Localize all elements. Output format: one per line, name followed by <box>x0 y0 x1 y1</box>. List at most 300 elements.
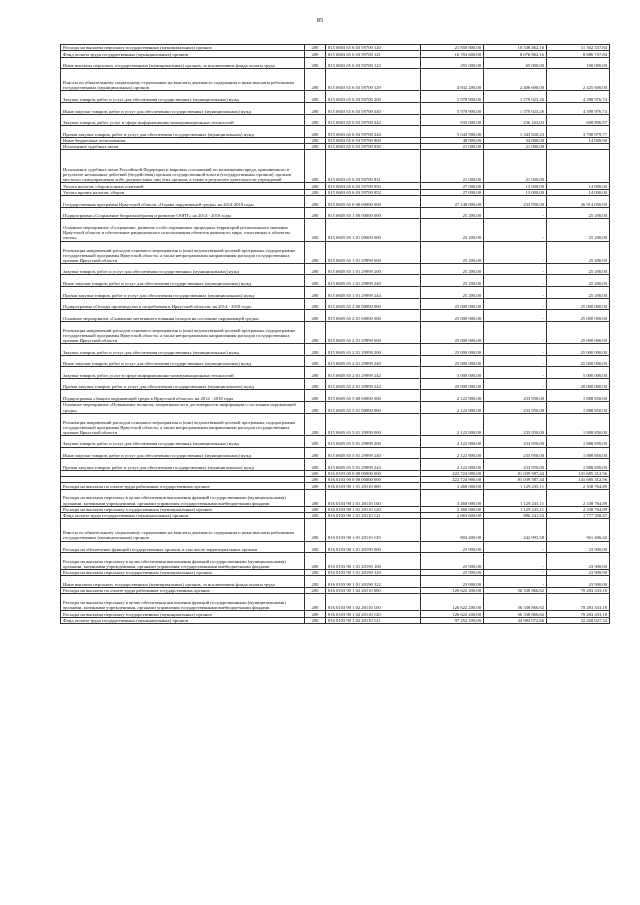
row-unexecuted-amount: 25 200,00 <box>547 241 610 263</box>
row-budget-classification-code: 816 0103 90 1 02 20110 121 <box>326 617 421 623</box>
row-line-code: 200 <box>305 541 326 553</box>
row-unexecuted-amount: 14 000,00 <box>547 183 610 189</box>
row-description: Расходы на выплаты персоналу государственных (муниципальных) органов <box>61 570 305 576</box>
row-approved-amount: 5 043 900,00 <box>421 126 484 138</box>
row-unexecuted-amount: 141 685 312,56 <box>547 470 610 476</box>
row-executed-amount: 233 950,00 <box>484 447 547 459</box>
row-executed-amount: - <box>484 553 547 570</box>
row-line-code: 200 <box>305 114 326 126</box>
table-row <box>61 611 610 617</box>
row-executed-amount: 233 950,00 <box>484 459 547 471</box>
table-row <box>61 219 610 241</box>
row-line-code: 200 <box>305 477 326 483</box>
row-description: Фонд оплаты труда государственных (муниципальных) органов <box>61 617 305 623</box>
table-row <box>61 483 610 489</box>
row-unexecuted-amount: - <box>547 150 610 183</box>
row-approved-amount: 25 200,00 <box>421 219 484 241</box>
row-executed-amount: - <box>484 219 547 241</box>
row-unexecuted-amount: 2 425 600,00 <box>547 69 610 91</box>
row-approved-amount: 23 900,00 <box>421 541 484 553</box>
row-budget-classification-code: 815 0605 65 1 01 29999 244 <box>326 287 421 299</box>
row-description: Уплата налогов, сборов и иных платежей <box>61 183 305 189</box>
row-executed-amount: 56 338 866,82 <box>484 594 547 611</box>
row-description: Расходы на выплаты по оплате труда работников государственных органов <box>61 483 305 489</box>
row-line-code: 200 <box>305 459 326 471</box>
row-line-code: 200 <box>305 489 326 506</box>
row-executed-amount: 233 950,00 <box>484 435 547 447</box>
row-line-code: 200 <box>305 413 326 435</box>
row-line-code: 200 <box>305 355 326 367</box>
table-row <box>61 51 610 57</box>
row-executed-amount: - <box>484 298 547 310</box>
table-row <box>61 390 610 402</box>
row-budget-classification-code: 815 0605 65 1 01 29999 000 <box>326 241 421 263</box>
row-approved-amount: 3 468 000,00 <box>421 489 484 506</box>
table-row <box>61 576 610 588</box>
row-unexecuted-amount: 20 000 000,00 <box>547 378 610 390</box>
table-row <box>61 196 610 208</box>
row-executed-amount: 81 039 587,44 <box>484 470 547 476</box>
row-unexecuted-amount: 1 888 850,00 <box>547 435 610 447</box>
row-budget-classification-code: 815 0603 65 6 03 59700 122 <box>326 57 421 69</box>
row-executed-amount: 44 984 072,66 <box>484 617 547 623</box>
row-line-code: 200 <box>305 378 326 390</box>
row-line-code: 200 <box>305 207 326 219</box>
row-approved-amount: 27 000,00 <box>421 189 484 195</box>
row-budget-classification-code: 815 0605 65 2 01 29999 244 <box>326 378 421 390</box>
row-description: Расходы на выплаты персоналу в целях обеспечения выполнения функций государственными (муниципальными) органами, казенными учреждениями, органами управления государственными внебюджетными фондами <box>61 594 305 611</box>
row-budget-classification-code: 815 0603 65 6 03 59700 831 <box>326 150 421 183</box>
table-row <box>61 541 610 553</box>
row-approved-amount: 25 000 000,00 <box>421 310 484 322</box>
row-unexecuted-amount: 25 000 000,00 <box>547 355 610 367</box>
row-unexecuted-amount: 25 000 000,00 <box>547 298 610 310</box>
row-executed-amount: 10 548 462,16 <box>484 45 547 51</box>
row-unexecuted-amount: 190 000,00 <box>547 57 610 69</box>
row-executed-amount: 21 000,00 <box>484 150 547 183</box>
row-line-code: 200 <box>305 51 326 57</box>
row-description: Иные выплаты персоналу государственных (муниципальных) органов, за исключением фонда оплаты труда <box>61 57 305 69</box>
table-row <box>61 459 610 471</box>
row-unexecuted-amount: 2 338 764,89 <box>547 489 610 506</box>
table-row <box>61 512 610 518</box>
row-executed-amount: - <box>484 378 547 390</box>
row-approved-amount: 2 122 800,00 <box>421 390 484 402</box>
row-approved-amount: 97 252 100,00 <box>421 617 484 623</box>
row-unexecuted-amount: 25 200,00 <box>547 263 610 275</box>
table-row <box>61 310 610 322</box>
row-line-code: 200 <box>305 506 326 512</box>
row-approved-amount: 25 000 000,00 <box>421 355 484 367</box>
row-description: Реализация направлений расходов основного мероприятия и (или) ведомственной целевой программы, подпрограммы государственной программы Иркутской области, а также непрограммным направлениям расходов государственных органов Иркутской области <box>61 321 305 343</box>
row-approved-amount: 25 200,00 <box>421 241 484 263</box>
row-line-code: 200 <box>305 189 326 195</box>
row-executed-amount: 8 076 862,16 <box>484 51 547 57</box>
row-description: Фонд оплаты труда государственных (муниципальных) органов <box>61 512 305 518</box>
row-description: Исполнение судебных актов <box>61 144 305 150</box>
row-unexecuted-amount: 141 685 312,56 <box>547 477 610 483</box>
row-description: Взносы по обязательному социальному страхованию на выплаты денежного содержания и иные выплаты работникам государственных (муниципальных) органов <box>61 519 305 541</box>
row-approved-amount: 126 622 200,00 <box>421 588 484 594</box>
row-description: Подпрограмма «Отходы производства и потребления в Иркутской области» на 2014 - 2018 годы <box>61 298 305 310</box>
row-description: Закупка товаров, работ и услуг для обеспечения государственных (муниципальных) нужд <box>61 344 305 356</box>
row-description: Расходы на выплаты персоналу государственных (муниципальных) органов <box>61 611 305 617</box>
row-description: Закупка товаров, работ и услуг для обеспечения государственных (муниципальных) нужд <box>61 91 305 103</box>
table-row <box>61 241 610 263</box>
row-line-code: 200 <box>305 144 326 150</box>
row-unexecuted-amount: 1 888 850,00 <box>547 459 610 471</box>
row-description: Подпрограмма «Защита окружающей среды в Иркутской области» на 2014 - 2018 годы <box>61 390 305 402</box>
row-executed-amount: - <box>484 207 547 219</box>
row-unexecuted-amount: 8 686 737,84 <box>547 51 610 57</box>
row-budget-classification-code: 815 0605 65 2 00 00000 000 <box>326 298 421 310</box>
table-row <box>61 588 610 594</box>
row-budget-classification-code: 815 0603 65 6 03 59700 120 <box>326 45 421 51</box>
row-unexecuted-amount: 25 000 000,00 <box>547 321 610 343</box>
row-line-code: 200 <box>305 576 326 588</box>
row-line-code: 200 <box>305 57 326 69</box>
row-approved-amount: 21 850 800,00 <box>421 45 484 51</box>
row-unexecuted-amount: 25 200,00 <box>547 219 610 241</box>
row-description: Прочая закупка товаров, работ и услуг для обеспечения государственных (муниципальных) нужд <box>61 459 305 471</box>
row-executed-amount: 886 241,53 <box>484 512 547 518</box>
row-unexecuted-amount: 23 900,00 <box>547 553 610 570</box>
row-budget-classification-code: 815 0605 65 2 01 29999 240 <box>326 355 421 367</box>
row-line-code: 200 <box>305 435 326 447</box>
row-approved-amount: 25 000 000,00 <box>421 344 484 356</box>
row-approved-amount: 2 122 800,00 <box>421 402 484 414</box>
row-executed-amount: - <box>484 310 547 322</box>
row-approved-amount: 5 000 000,00 <box>421 367 484 379</box>
row-line-code: 200 <box>305 219 326 241</box>
table-row <box>61 344 610 356</box>
row-budget-classification-code: 815 0605 65 5 01 29999 200 <box>326 435 421 447</box>
row-executed-amount: 236 103,03 <box>484 114 547 126</box>
row-budget-classification-code: 815 0603 65 6 03 59700 852 <box>326 189 421 195</box>
row-executed-amount: - <box>484 367 547 379</box>
row-approved-amount: 16 763 600,00 <box>421 51 484 57</box>
table-row <box>61 91 610 103</box>
row-line-code: 200 <box>305 570 326 576</box>
row-unexecuted-amount: 52 268 027,34 <box>547 617 610 623</box>
row-line-code: 200 <box>305 588 326 594</box>
row-executed-amount: 81 039 587,44 <box>484 477 547 483</box>
row-executed-amount: - <box>484 321 547 343</box>
row-line-code: 200 <box>305 470 326 476</box>
row-approved-amount: 4 832 200,00 <box>421 69 484 91</box>
table-row <box>61 207 610 219</box>
row-unexecuted-amount: 25 000 000,00 <box>547 344 610 356</box>
row-budget-classification-code: 815 0605 65 5 00 00000 000 <box>326 390 421 402</box>
row-unexecuted-amount: 698 896,97 <box>547 114 610 126</box>
row-description: Основное мероприятие «Повышение полноты, оперативности и достоверности информации о состоянии окружающей среды» <box>61 402 305 414</box>
row-budget-classification-code: 815 0605 65 2 01 29999 000 <box>326 321 421 343</box>
row-approved-amount: 222 724 900,00 <box>421 470 484 476</box>
row-line-code: 200 <box>305 447 326 459</box>
row-line-code: 200 <box>305 594 326 611</box>
row-line-code: 200 <box>305 287 326 299</box>
row-budget-classification-code: 815 0603 65 6 03 59700 850 <box>326 183 421 189</box>
table-row <box>61 617 610 623</box>
row-line-code: 200 <box>305 126 326 138</box>
row-budget-classification-code: 816 0103 90 1 01 20110 121 <box>326 512 421 518</box>
row-line-code: 200 <box>305 512 326 518</box>
row-budget-classification-code: 815 0603 65 6 03 59700 240 <box>326 103 421 115</box>
row-description: Расходы на выплаты персоналу в целях обеспечения выполнения функций государственными (муниципальными) органами, казенными учреждениями, органами управления государственными внебюджетными фондами <box>61 489 305 506</box>
row-line-code: 200 <box>305 483 326 489</box>
row-budget-classification-code: 815 0605 65 5 01 29999 240 <box>326 447 421 459</box>
row-budget-classification-code: 815 0605 65 2 01 00000 000 <box>326 310 421 322</box>
row-budget-classification-code: 816 0103 90 1 01 20110 000 <box>326 483 421 489</box>
row-executed-amount: - <box>484 287 547 299</box>
table-row <box>61 298 610 310</box>
row-approved-amount: 20 000 000,00 <box>421 378 484 390</box>
page-number: 85 <box>316 17 324 24</box>
budget-table-body <box>61 45 610 624</box>
row-budget-classification-code: 815 0603 65 6 03 59700 200 <box>326 91 421 103</box>
row-budget-classification-code: 815 0605 65 5 01 00000 000 <box>326 402 421 414</box>
row-description: Уплата прочих налогов, сборов <box>61 189 305 195</box>
table-row <box>61 150 610 183</box>
row-description: Иные закупки товаров, работ и услуг для обеспечения государственных (муниципальных) нужд <box>61 103 305 115</box>
budget-execution-table <box>60 44 610 624</box>
row-approved-amount: 23 900,00 <box>421 576 484 588</box>
row-budget-classification-code: 815 0603 65 6 03 59700 830 <box>326 144 421 150</box>
row-budget-classification-code: 815 0605 65 0 00 00000 000 <box>326 196 421 208</box>
row-approved-amount: 27 148 000,00 <box>421 196 484 208</box>
row-executed-amount: 1 129 235,11 <box>484 489 547 506</box>
row-unexecuted-amount: 23 900,00 <box>547 576 610 588</box>
row-budget-classification-code: 816 0103 90 1 02 20110 000 <box>326 588 421 594</box>
row-executed-amount: 233 950,00 <box>484 390 547 402</box>
row-budget-classification-code: 816 0103 90 1 01 20110 120 <box>326 506 421 512</box>
row-executed-amount: - <box>484 355 547 367</box>
row-line-code: 200 <box>305 344 326 356</box>
row-executed-amount: 56 338 866,82 <box>484 588 547 594</box>
row-line-code: 200 <box>305 150 326 183</box>
row-unexecuted-amount: 1 888 850,00 <box>547 390 610 402</box>
row-budget-classification-code: 816 0103 90 1 01 20110 100 <box>326 489 421 506</box>
row-description: Закупка товаров, работ и услуг для обеспечения государственных (муниципальных) нужд <box>61 435 305 447</box>
row-approved-amount: 25 000 000,00 <box>421 298 484 310</box>
row-approved-amount: 25 200,00 <box>421 287 484 299</box>
row-description: Подпрограмма «Сохранение биоразнообразия и развитие ООПТ» на 2014 - 2018 годы <box>61 207 305 219</box>
row-unexecuted-amount: 14 000,00 <box>547 189 610 195</box>
row-approved-amount: 48 000,00 <box>421 137 484 143</box>
table-row <box>61 402 610 414</box>
row-approved-amount: 935 000,00 <box>421 114 484 126</box>
row-budget-classification-code: 815 0603 65 6 03 59700 129 <box>326 69 421 91</box>
row-unexecuted-amount: - <box>547 144 610 150</box>
row-approved-amount: 25 000 000,00 <box>421 321 484 343</box>
table-row <box>61 183 610 189</box>
row-line-code: 200 <box>305 275 326 287</box>
row-budget-classification-code: 815 0603 65 6 03 59700 800 <box>326 137 421 143</box>
row-unexecuted-amount: 2 338 764,89 <box>547 483 610 489</box>
row-executed-amount: - <box>484 570 547 576</box>
row-executed-amount: 1 129 235,11 <box>484 483 547 489</box>
table-row <box>61 435 610 447</box>
row-approved-amount: 27 000,00 <box>421 183 484 189</box>
row-description: Расходы на выплаты персоналу в целях обеспечения выполнения функций государственными (муниципальными) органами, казенными учреждениями, органами управления государственными внебюджетными фондами <box>61 553 305 570</box>
row-budget-classification-code: 816 0103 90 1 01 20190 120 <box>326 570 421 576</box>
row-description: Государственная программа Иркутской области «Охрана окружающей среды» на 2014-2018 годы <box>61 196 305 208</box>
row-unexecuted-amount: 3 700 079,77 <box>547 126 610 138</box>
row-executed-amount: 233 950,00 <box>484 196 547 208</box>
table-row <box>61 447 610 459</box>
table-row <box>61 275 610 287</box>
row-unexecuted-amount: 25 000 000,00 <box>547 310 610 322</box>
row-unexecuted-amount: 1 888 850,00 <box>547 413 610 435</box>
row-line-code: 200 <box>305 103 326 115</box>
row-line-code: 200 <box>305 321 326 343</box>
row-unexecuted-amount: 26 914 050,00 <box>547 196 610 208</box>
row-approved-amount: 25 200,00 <box>421 207 484 219</box>
row-approved-amount: 804 400,00 <box>421 519 484 541</box>
row-unexecuted-amount: 1 888 850,00 <box>547 447 610 459</box>
row-executed-amount: - <box>484 541 547 553</box>
row-budget-classification-code: 815 0603 65 6 03 59700 244 <box>326 126 421 138</box>
row-budget-classification-code: 815 0605 65 1 01 29999 240 <box>326 275 421 287</box>
row-unexecuted-amount: 561 406,42 <box>547 519 610 541</box>
row-executed-amount: 2 406 600,00 <box>484 69 547 91</box>
row-budget-classification-code: 816 0103 90 1 01 20190 100 <box>326 553 421 570</box>
row-approved-amount: 2 663 600,00 <box>421 512 484 518</box>
table-row <box>61 378 610 390</box>
row-approved-amount: 21 000,00 <box>421 144 484 150</box>
row-executed-amount: - <box>484 263 547 275</box>
row-executed-amount: 242 993,58 <box>484 519 547 541</box>
row-approved-amount: 5 978 900,00 <box>421 103 484 115</box>
table-row <box>61 489 610 506</box>
row-line-code: 200 <box>305 137 326 143</box>
row-description: Иные выплаты персоналу государственных (муниципальных) органов, за исключением фонда оплаты труда <box>61 576 305 588</box>
row-approved-amount: 255 000,00 <box>421 57 484 69</box>
row-unexecuted-amount: 5 000 000,00 <box>547 367 610 379</box>
row-approved-amount: 25 200,00 <box>421 275 484 287</box>
table-row <box>61 367 610 379</box>
table-row <box>61 413 610 435</box>
row-description: Закупка товаров, работ, услуг в сфере информационно-коммуникационных технологий <box>61 114 305 126</box>
row-line-code: 200 <box>305 390 326 402</box>
row-line-code: 200 <box>305 553 326 570</box>
row-budget-classification-code: 816 0103 90 1 02 20110 120 <box>326 611 421 617</box>
row-line-code: 200 <box>305 91 326 103</box>
row-executed-amount: 1 579 923,26 <box>484 103 547 115</box>
row-description: Иные закупки товаров, работ и услуг для обеспечения государственных (муниципальных) нужд <box>61 275 305 287</box>
row-executed-amount: 1 579 923,26 <box>484 91 547 103</box>
row-line-code: 200 <box>305 519 326 541</box>
row-budget-classification-code: 815 0605 65 5 01 29999 244 <box>326 459 421 471</box>
row-approved-amount: 222 724 900,00 <box>421 477 484 483</box>
row-budget-classification-code: 816 0103 90 1 02 20110 100 <box>326 594 421 611</box>
table-row <box>61 69 610 91</box>
row-executed-amount: 1 343 820,23 <box>484 126 547 138</box>
row-executed-amount: 233 950,00 <box>484 413 547 435</box>
row-executed-amount: 13 000,00 <box>484 183 547 189</box>
row-approved-amount: 3 468 000,00 <box>421 506 484 512</box>
row-executed-amount: 56 338 866,82 <box>484 611 547 617</box>
row-description: Фонд оплаты труда государственных (муниципальных) органов <box>61 51 305 57</box>
row-description: Иные бюджетные ассигнования <box>61 137 305 143</box>
row-approved-amount: 3 468 000,00 <box>421 483 484 489</box>
row-approved-amount: 23 900,00 <box>421 553 484 570</box>
row-unexecuted-amount: 4 398 976,74 <box>547 103 610 115</box>
row-budget-classification-code: 816 0103 90 1 01 20190 000 <box>326 541 421 553</box>
row-line-code: 200 <box>305 183 326 189</box>
row-description: Основное мероприятие «Сохранение, развитие особо охраняемых природных территорий регионального значения Иркутской области и обеспечение рационального использования объектов животного мира, отнесенных к объектам охоты» <box>61 219 305 241</box>
row-unexecuted-amount: 25 200,00 <box>547 207 610 219</box>
row-unexecuted-amount: 70 283 333,18 <box>547 594 610 611</box>
table-row <box>61 594 610 611</box>
row-budget-classification-code: 815 0603 65 6 03 59700 242 <box>326 114 421 126</box>
table-row <box>61 321 610 343</box>
row-description: Закупка товаров, работ и услуг для обеспечения государственных (муниципальных) нужд <box>61 263 305 275</box>
table-row <box>61 553 610 570</box>
table-row <box>61 126 610 138</box>
table-row <box>61 45 610 51</box>
row-line-code: 200 <box>305 611 326 617</box>
row-line-code: 200 <box>305 617 326 623</box>
row-executed-amount: 34 000,00 <box>484 137 547 143</box>
row-line-code: 200 <box>305 45 326 51</box>
row-executed-amount: 21 000,00 <box>484 144 547 150</box>
row-description: Основное мероприятие «Снижение негативного влияния отходов на состояние окружающей среды» <box>61 310 305 322</box>
row-approved-amount: 126 622 200,00 <box>421 611 484 617</box>
row-description: Реализация направлений расходов основного мероприятия и (или) ведомственной целевой программы, подпрограммы государственной программы Иркутской области, а также непрограммным направлениям расходов государственных органов Иркутской области <box>61 241 305 263</box>
row-budget-classification-code: 816 0103 00 0 00 00000 000 <box>326 470 421 476</box>
row-unexecuted-amount: 1 777 358,47 <box>547 512 610 518</box>
row-unexecuted-amount: 14 000,00 <box>547 137 610 143</box>
row-line-code: 200 <box>305 69 326 91</box>
row-line-code: 200 <box>305 298 326 310</box>
row-unexecuted-amount: 2 338 764,89 <box>547 506 610 512</box>
row-approved-amount: 2 122 800,00 <box>421 413 484 435</box>
row-description: Реализация направлений расходов основного мероприятия и (или) ведомственной целевой программы, подпрограммы государственной программы Иркутской области, а также непрограммным направлениям расходов государственных органов Иркутской области <box>61 413 305 435</box>
row-approved-amount: 21 000,00 <box>421 150 484 183</box>
row-unexecuted-amount: 11 302 337,84 <box>547 45 610 51</box>
row-budget-classification-code: 815 0605 65 1 01 00000 000 <box>326 219 421 241</box>
row-line-code: 200 <box>305 263 326 275</box>
row-budget-classification-code: 815 0605 65 5 01 29999 000 <box>326 413 421 435</box>
row-executed-amount: 233 950,00 <box>484 402 547 414</box>
row-unexecuted-amount: 70 283 333,18 <box>547 611 610 617</box>
row-budget-classification-code: 816 0103 90 1 01 20110 129 <box>326 519 421 541</box>
row-description: Прочая закупка товаров, работ и услуг для обеспечения государственных (муниципальных) нужд <box>61 287 305 299</box>
table-row <box>61 114 610 126</box>
row-description: Расходы на обеспечение функций государственных органов, в том числе территориальных органов <box>61 541 305 553</box>
row-approved-amount: 126 622 200,00 <box>421 594 484 611</box>
row-description: Расходы на выплаты по оплате труда работников государственных органов <box>61 588 305 594</box>
table-row <box>61 287 610 299</box>
row-budget-classification-code: 815 0605 65 2 01 29999 200 <box>326 344 421 356</box>
row-executed-amount: 1 129 235,11 <box>484 506 547 512</box>
row-unexecuted-amount: 25 200,00 <box>547 287 610 299</box>
row-line-code: 200 <box>305 310 326 322</box>
row-description: Закупка товаров, работ, услуг в сфере информационно-коммуникационных технологий <box>61 367 305 379</box>
row-budget-classification-code: 815 0605 65 1 01 29999 200 <box>326 263 421 275</box>
row-executed-amount: 65 000,00 <box>484 57 547 69</box>
row-description: Иные закупки товаров, работ и услуг для обеспечения государственных (муниципальных) нужд <box>61 447 305 459</box>
table-row <box>61 506 610 512</box>
row-description: Иные закупки товаров, работ и услуг для обеспечения государственных (муниципальных) нужд <box>61 355 305 367</box>
row-approved-amount: 25 200,00 <box>421 263 484 275</box>
row-description: Взносы по обязательному социальному страхованию на выплаты денежного содержания и иные выплаты работникам государственных (муниципальных) органов <box>61 69 305 91</box>
row-budget-classification-code: 815 0605 65 1 00 00000 000 <box>326 207 421 219</box>
row-budget-classification-code: 816 0103 90 0 00 00000 000 <box>326 477 421 483</box>
table-row <box>61 355 610 367</box>
row-line-code: 200 <box>305 402 326 414</box>
